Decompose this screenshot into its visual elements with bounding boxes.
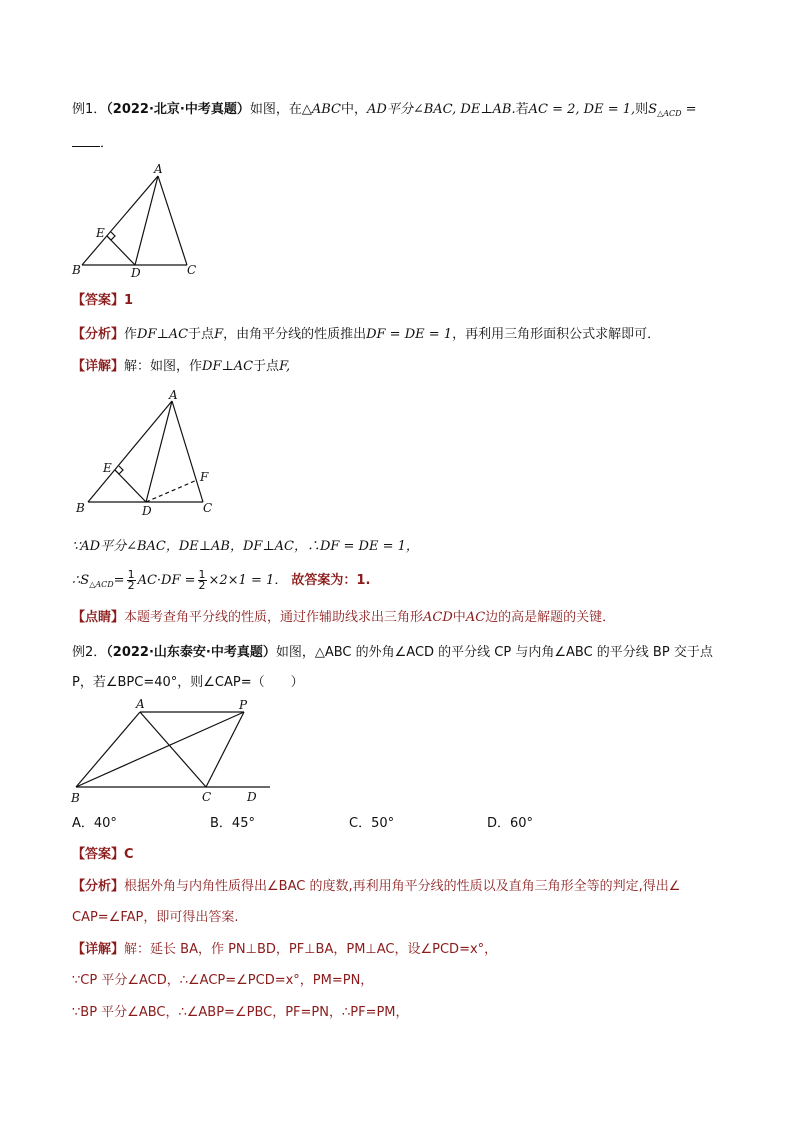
figure-3 <box>68 696 278 808</box>
seg-AC-2 <box>172 401 203 502</box>
comment-ac: AC <box>465 610 486 625</box>
ex2-detail-1 <box>72 940 497 960</box>
option-a: A．40° <box>72 816 117 831</box>
seg-AC-3 <box>140 712 206 787</box>
analysis-tag: 【分析】 <box>72 327 125 342</box>
calc-rest: ×2×1 = 1． <box>208 573 288 588</box>
comment-tag: 【点睛】 <box>72 610 125 625</box>
frac-den-2: 2 <box>198 579 206 592</box>
label-F-2: F <box>200 470 209 484</box>
ex2-analysis-line1: 根据外角与内角性质得出∠BAC 的度数,再利用角平分线的性质以及直角三角形全等的判定,得出∠ <box>124 879 681 894</box>
analysis-b: 于点 <box>188 327 215 342</box>
ex1-text-a: 如图，在 <box>249 102 302 117</box>
analysis-math-2: DF = DE = 1 <box>366 327 453 342</box>
ex1-analysis <box>72 325 660 345</box>
label-B-2: B <box>76 501 85 515</box>
ex1-cond-1: AD平分∠BAC, DE⊥AB. <box>367 102 516 117</box>
option-b: B．45° <box>210 816 255 831</box>
ex1-question <box>72 100 697 124</box>
ex1-end: ． <box>100 136 114 151</box>
ex1-label: 例1． <box>72 102 107 117</box>
figure-1 <box>68 162 208 282</box>
ex1-because-line <box>72 537 419 557</box>
ex2-question-line1: 如图，△ABC 的外角∠ACD 的平分线 CP 与内角∠ABC 的平分线 BP 交于点 <box>275 645 713 660</box>
ex1-comment <box>72 608 615 628</box>
ex1-calc-line <box>72 570 370 595</box>
ex1-area-sub: △ACD <box>657 109 682 118</box>
seg-BA <box>76 712 140 787</box>
detail-math: DF⊥AC <box>202 359 254 374</box>
conclusion: 故答案为：1. <box>291 573 371 588</box>
label-D: D <box>131 266 141 280</box>
comment-b: 中 <box>452 610 466 625</box>
ex2-detail-tag: 【详解】 <box>72 942 125 957</box>
option-c: C．50° <box>349 816 395 831</box>
frac-num-2: 1 <box>198 568 206 581</box>
right-angle-mark <box>107 232 115 240</box>
detail-b: 于点 <box>253 359 280 374</box>
ex1-area-symbol: S <box>648 102 658 117</box>
label-D-2: D <box>142 504 152 518</box>
calc-area-symbol: S <box>80 573 90 588</box>
label-B: B <box>72 263 81 277</box>
seg-DF-dashed <box>146 480 197 502</box>
ex2-detail-2 <box>72 971 373 991</box>
ex2-answer <box>72 845 134 865</box>
ex1-cond-2: AC = 2, DE = 1, <box>528 102 636 117</box>
ex2-analysis-line2: CAP=∠FAP，即可得出答案. <box>72 910 239 925</box>
ex2-label: 例2． <box>72 645 107 660</box>
ex2-detail-line3: ∵BP 平分∠ABC，∴∠ABP=∠PBC，PF=PN，∴PF=PM， <box>72 1005 409 1020</box>
comment-acd: ACD <box>423 610 453 625</box>
label-B-3: B <box>71 791 80 805</box>
analysis-c: ，由角平分线的性质推出 <box>223 327 367 342</box>
ex1-text-d: 则 <box>635 102 649 117</box>
calc-area-sub: △ACD <box>89 580 114 589</box>
ex2-question-line2: P，若∠BPC=40°，则∠CAP=（ ） <box>72 675 304 690</box>
calc-ac-df: AC·DF = <box>137 573 196 588</box>
ex2-question-1 <box>72 643 713 663</box>
seg-AC <box>158 176 187 265</box>
ex1-detail <box>72 357 290 377</box>
frac-num: 1 <box>127 568 135 581</box>
detail-f: F, <box>279 359 291 374</box>
ex2-detail-line2: ∵CP 平分∠ACD，∴∠ACP=∠PCD=x°，PM=PN， <box>72 973 374 988</box>
ex2-answer-tag: 【答案】 <box>72 847 125 862</box>
seg-CP <box>206 712 244 787</box>
ex1-text-b: 中， <box>341 102 368 117</box>
label-A-2: A <box>169 388 178 402</box>
figure-2 <box>70 388 230 518</box>
ex2-answer-value: C <box>124 847 134 862</box>
label-E-2: E <box>103 461 112 475</box>
ex1-triangle: △ABC <box>301 102 341 117</box>
ex1-answer <box>72 291 133 311</box>
ex2-analysis-tag: 【分析】 <box>72 879 125 894</box>
ex2-source: （2022·山东泰安·中考真题） <box>106 645 276 660</box>
label-C-2: C <box>203 501 213 515</box>
ex2-detail-3 <box>72 1003 409 1023</box>
ex1-equals: = <box>681 102 697 117</box>
label-P-3: P <box>239 698 248 712</box>
ex2-analysis-1 <box>72 877 680 897</box>
answer-tag: 【答案】 <box>72 293 125 308</box>
ex1-blank-line <box>72 134 113 154</box>
label-C: C <box>187 263 197 277</box>
answer-blank <box>72 134 100 147</box>
seg-DE-2 <box>115 470 146 502</box>
frac-den: 2 <box>127 579 135 592</box>
therefore-symbol: ∴ <box>72 573 81 588</box>
comment-c: 边的高是解题的关键． <box>485 610 616 625</box>
detail-a: 解：如图，作 <box>124 359 203 374</box>
label-D-3: D <box>247 790 257 804</box>
label-A: A <box>154 162 163 176</box>
analysis-math-1: DF⊥AC <box>137 327 189 342</box>
ex2-analysis-2 <box>72 908 239 928</box>
ex1-text-c: 若 <box>515 102 529 117</box>
analysis-f: F <box>214 327 224 342</box>
analysis-a: 作 <box>124 327 138 342</box>
ex2-question-2 <box>72 673 304 693</box>
comment-a: 本题考查角平分线的性质，通过作辅助线求出三角形 <box>124 610 424 625</box>
label-E: E <box>96 226 105 240</box>
ex1-source: （2022·北京·中考真题） <box>106 102 250 117</box>
fraction-half <box>127 570 136 591</box>
seg-BP <box>76 712 244 787</box>
fraction-half-2 <box>198 570 207 591</box>
detail-tag: 【详解】 <box>72 359 125 374</box>
option-d: D．60° <box>487 816 534 831</box>
analysis-d: ，再利用三角形面积公式求解即可． <box>452 327 661 342</box>
label-A-3: A <box>136 697 145 711</box>
label-C-3: C <box>202 790 212 804</box>
because-line: ∵AD平分∠BAC，DE⊥AB，DF⊥AC，∴DF = DE = 1， <box>72 539 419 554</box>
calc-eq: = <box>113 573 125 588</box>
ex2-detail-line1: 解：延长 BA，作 PN⊥BD，PF⊥BA，PM⊥AC，设∠PCD=x°， <box>124 942 498 957</box>
answer-value: 1 <box>124 293 134 308</box>
